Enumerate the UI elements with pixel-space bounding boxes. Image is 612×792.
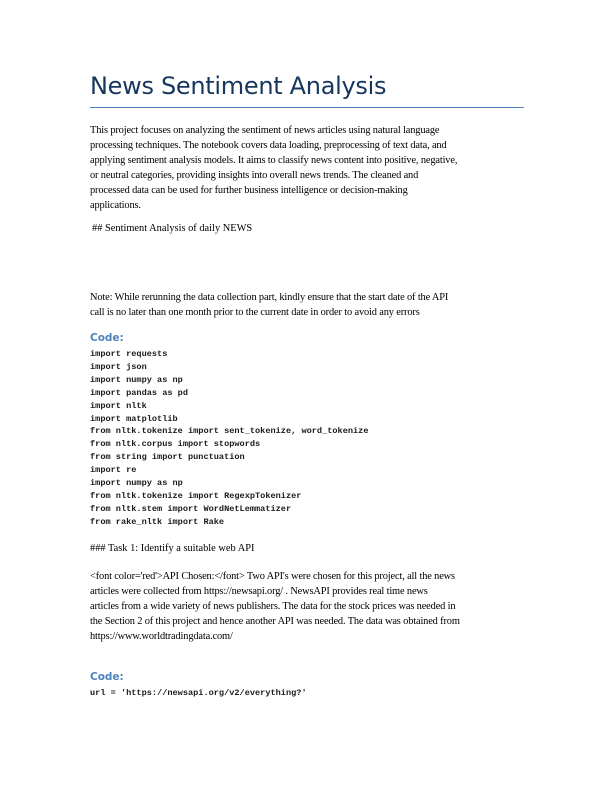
code-line: import requests [90,349,168,359]
intro-line: or neutral categories, providing insights into overall news trends. The cleaned and [90,169,419,181]
code-line: from nltk.corpus import stopwords [90,439,261,450]
intro-line: applications. [90,199,141,211]
intro-line: processed data can be used for further business intelligence or decision-making [90,184,408,196]
code-line: import pandas as pd [90,387,188,398]
task-heading: ### Task 1: Identify a suitable web API [90,543,255,554]
intro-line: processing techniques. The notebook covers data loading, preprocessing of text data, and [90,139,447,151]
intro-paragraph [90,124,530,213]
api-line: articles were collected from https://newsapi.org/ . NewsAPI provides real time news [90,585,428,597]
intro-line: applying sentiment analysis models. It aims to classify news content into positive, negative, [90,154,458,166]
code-line: import re [90,465,137,476]
code-line: import nltk [90,400,147,411]
api-line: the Section 2 of this project and hence another API was needed. The data was obtained from [90,615,460,627]
code-label: Code: [90,671,124,683]
code-line: url = 'https://newsapi.org/v2/everything?' [90,688,307,698]
code-line: from nltk.tokenize import sent_tokenize, word_tokenize [90,426,369,437]
title-underline-divider [90,107,524,108]
note-line: call is no later than one month prior to the current date in order to avoid any errors [90,306,420,318]
api-line: articles from a wide variety of news publishers. The data for the stock prices was needed in [90,600,456,612]
code-line: import matplotlib [90,413,178,424]
code-line: import json [90,361,147,372]
intro-line: This project focuses on analyzing the sentiment of news articles using natural language [90,125,440,136]
section-heading: ## Sentiment Analysis of daily NEWS [92,223,253,234]
code-line: import numpy as np [90,374,183,385]
note-paragraph [90,291,530,321]
api-line: <font color='red'>API Chosen:</font> Two API's were chosen for this project, all the news [90,571,455,582]
code-line: from nltk.tokenize import RegexpTokenizer [90,490,302,501]
code-label: Code: [90,332,124,344]
code-block-url [90,687,307,700]
code-line: from string import punctuation [90,452,245,463]
code-block-imports [90,348,368,529]
note-line: Note: While rerunning the data collection part, kindly ensure that the start date of the API [90,292,449,303]
document-title: News Sentiment Analysis [90,72,387,100]
code-line: from rake_nltk import Rake [90,516,225,527]
api-paragraph [90,570,530,645]
code-line: from nltk.stem import WordNetLemmatizer [90,503,292,514]
code-line: import numpy as np [90,478,183,489]
api-line: https://www.worldtradingdata.com/ [90,630,233,642]
